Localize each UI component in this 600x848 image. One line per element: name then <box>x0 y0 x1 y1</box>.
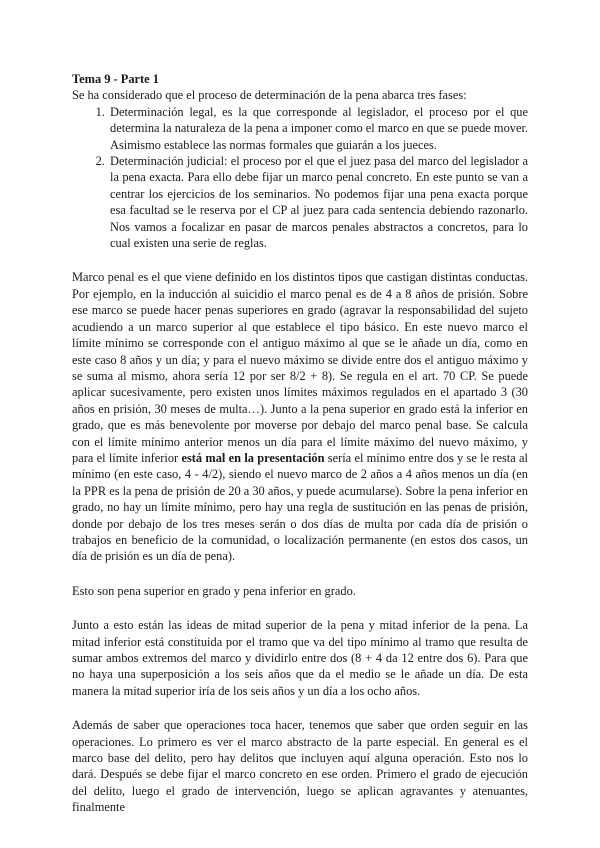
spacer <box>72 251 528 269</box>
spacer <box>72 699 528 717</box>
spacer <box>72 599 528 617</box>
document-title: Tema 9 - Parte 1 <box>72 72 159 86</box>
intro-paragraph: Se ha considerado que el proceso de determinación de la pena abarca tres fases: <box>72 88 467 103</box>
marco-bold-note: está mal en la presentación <box>181 450 325 465</box>
orden-paragraph: Además de saber que operaciones toca hacer, tenemos que saber que orden seguir en las operaciones. Lo primero es ver el marco abstracto de la parte especial. En general es el marco base del delito, pero hay delitos que incluyen aquí alguna operación. Esto nos lo dará. Después se debe fijar el marco concreto en ese orden. Primero el grado de ejecución del delito, luego el grado de intervención, luego se aplican agravantes y atenuantes, finalmente <box>72 718 528 815</box>
phases-list <box>72 104 528 252</box>
phase-item-judicial: 2. Determinación judicial: el proceso por el que el juez pasa del marco del legislador a la pena exacta. Para ello debe fijar un marco penal concreto. En este punto se van a centrar los ejercicios de los seminarios. No podemos fijar una pena exacta porque esa facultad se le reserva por el CP al juez para cada sentencia debiendo razonarlo. Nos vamos a focalizar en pasar de marcos penales abstractos a concretos, para lo cual existen una serie de reglas. <box>108 153 528 251</box>
mitad-paragraph: Junto a esto están las ideas de mitad superior de la pena y mitad inferior de la pena. La mitad inferior está constituida por el tramo que va del tipo mínimo al tramo que resulta de sumar ambos extremos del marco y dividirlo entre dos (8 + 4 da 12 entre dos 6). Para que no haya una superposición a los seis años que da el medio se le añade un día. De esta manera la mitad superior iría de los seis años y un día a los ocho años. <box>72 618 528 698</box>
marco-penal-paragraph <box>72 269 528 564</box>
marco-text-part-1: Marco penal es el que viene definido en los distintos tipos que castigan distintas conductas. Por ejemplo, en la inducción al suicidio el marco penal es de 4 a 8 años de prisión. Sobre ese marco se puede hacer penas superiores en grado (agravar la responsabilidad del sujeto acudiendo a un marco superior al que establece el tipo básico. En este nuevo marco el límite mínimo se corresponde con el antiguo máximo al que se le añade un día, como en este caso 8 años y un día; y para el nuevo máximo se divide entre dos el antiguo máximo y se suma al mismo, ahora sería 12 por ser 8/2 + 8). Se regula en el art. 70 CP. Se puede aplicar sucesivamente, pero existen unos límites máximos regulados en el apartado 3 (30 años en prisión, 30 meses de multa…). Junto a la pena superior en grado está la inferior en grado, que es más benevolente por moverse por debajo del marco penal base. Se calcula con el límite mínimo anterior menos un día para el límite máximo del nuevo máximo, y para el límite inferior <box>72 270 528 465</box>
summary-paragraph: Esto son pena superior en grado y pena inferior en grado. <box>72 583 356 598</box>
spacer <box>72 565 528 583</box>
marco-text-part-2: sería el mínimo entre dos y se le resta al mínimo (en este caso, 4 - 4/2), siendo el nuevo marco de 2 años a 4 años menos un día (en la PPR es la pena de prisión de 20 a 30 años, y puede acumularse). Sobre la pena inferior en grado, no hay un límite mínimo, pero hay una regla de sustitución en las penas de prisión, donde por debajo de los tres meses serán o dos días de multa por cada día de prisión o trabajos en beneficio de la comunidad, o localización permanente (en estos dos casos, un día de prisión es un día de pena). <box>72 450 528 564</box>
phase-item-legal: 1. Determinación legal, es la que corresponde al legislador, el proceso por el que determina la naturaleza de la pena a imponer como el marco en que se puede mover. Asimismo establece las normas formales que guiarán a los jueces. <box>108 104 528 153</box>
